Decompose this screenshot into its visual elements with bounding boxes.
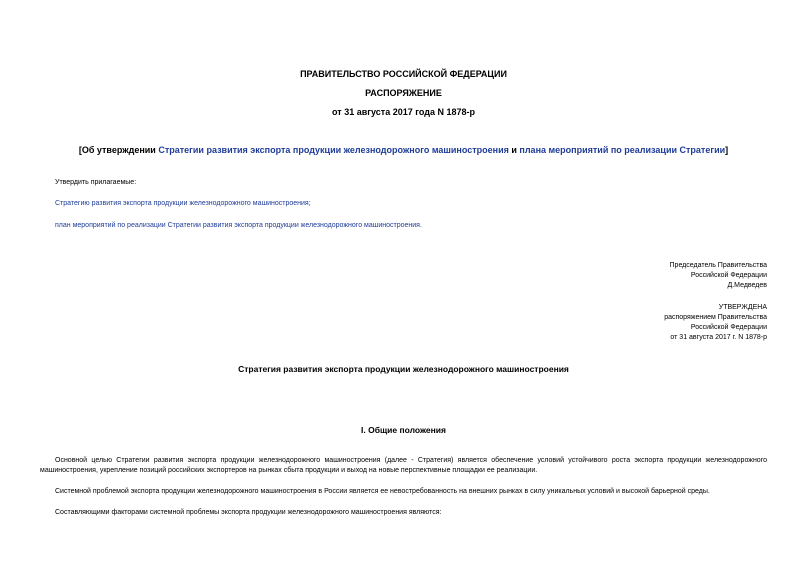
paragraph: Основной целью Стратегии развития экспорта продукции железнодорожного машиностроения (далее - Стратегия) является обеспечение условий устойчивого роста экспорта продукции железнодорожного машиностроения, укрепление позиций российских экспортеров на рынках сбыта продукции и выход на новые перспективные площадки ее реализации. xyxy=(40,457,767,474)
strategy-item-link[interactable]: Стратегию развития экспорта продукции железнодорожного машиностроения; xyxy=(55,200,311,207)
document-date-number: от 31 августа 2017 года N 1878-р xyxy=(332,107,475,117)
signature-position: Председатель Правительства xyxy=(669,262,767,269)
signature-name: Д.Медведев xyxy=(727,282,767,289)
government-title: ПРАВИТЕЛЬСТВО РОССИЙСКОЙ ФЕДЕРАЦИИ xyxy=(300,69,507,79)
subject-open: [Об утверждении xyxy=(78,145,159,155)
signature-country: Российской Федерации xyxy=(690,272,767,279)
approval-line-3: Российской Федерации xyxy=(690,324,767,331)
paragraph: Составляющими факторами системной проблемы экспорта продукции железнодорожного машиностроения являются: xyxy=(55,509,442,516)
approval-heading: УТВЕРЖДЕНА xyxy=(718,304,767,311)
strategy-link[interactable]: Стратегии развития экспорта продукции железнодорожного машиностроения xyxy=(158,145,509,155)
paragraph: Системной проблемой экспорта продукции железнодорожного машиностроения в России является ее невостребованность на внешних рынках в силу уникальных условий и высокой барьерной среды. xyxy=(55,488,710,495)
approval-date: от 31 августа 2017 г. N 1878-р xyxy=(670,334,767,341)
approve-text: Утвердить прилагаемые: xyxy=(55,179,137,186)
plan-item-link[interactable]: план мероприятий по реализации Стратегии развития экспорта продукции железнодорожного машиностроения. xyxy=(55,222,422,229)
subject-middle: и xyxy=(508,145,520,155)
plan-link[interactable]: плана мероприятий по реализации Стратегии xyxy=(519,145,726,155)
subject-close: ] xyxy=(725,145,729,155)
approval-line-2: распоряжением Правительства xyxy=(664,314,767,321)
strategy-title: Стратегия развития экспорта продукции железнодорожного машиностроения xyxy=(238,364,569,374)
document-subject xyxy=(0,145,807,156)
document-type: РАСПОРЯЖЕНИЕ xyxy=(365,88,442,98)
approval-block xyxy=(664,303,767,343)
signature-block xyxy=(670,261,767,291)
section-title: I. Общие положения xyxy=(361,425,446,435)
